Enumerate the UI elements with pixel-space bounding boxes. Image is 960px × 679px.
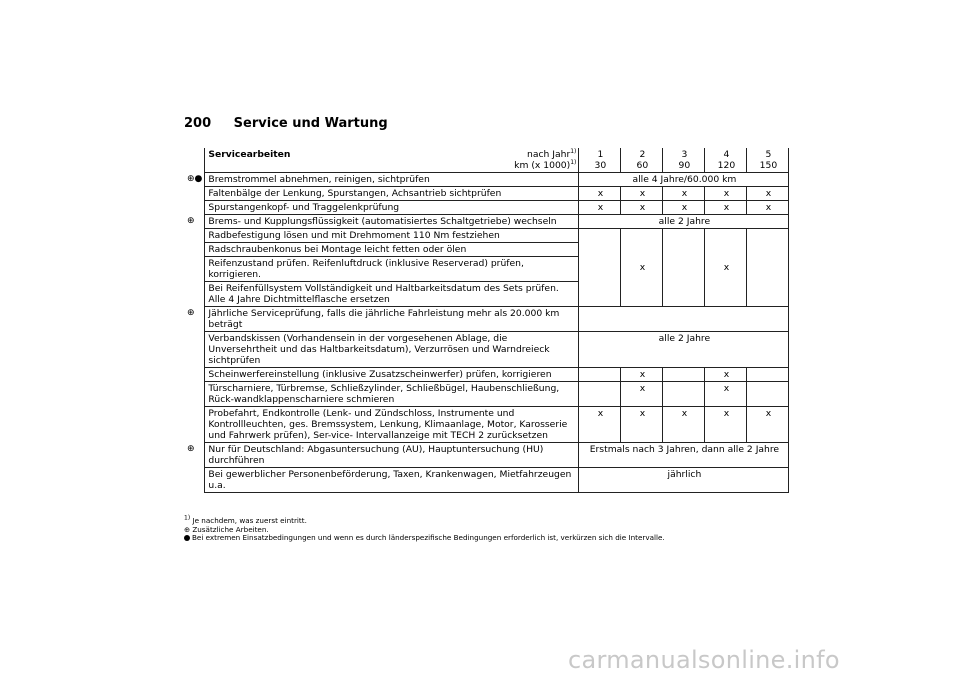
table-row [184, 307, 789, 332]
task-description: Probefahrt, Endkontrolle (Lenk- und Zündschloss, Instrumente und Kontrollleuchten, ges. Bremssystem, Lenkung, Klimaanlage, Motor, Karosserie und Fahrwerk prüfen), Ser-vice- Intervallanzeige mit TECH 2 zurücksetzen [205, 407, 579, 443]
footnote-2: ⊕ Zusätzliche Arbeiten. [184, 524, 269, 534]
table-row [184, 382, 789, 407]
table-row [184, 173, 789, 187]
plus-circle-icon: ⊕ [184, 524, 191, 534]
interval-span: alle 2 Jahre [579, 215, 789, 229]
interval-cell [747, 229, 789, 307]
column-title: Servicearbeiten [208, 149, 291, 160]
interval-span: jährlich [579, 468, 789, 493]
interval-cell: x [747, 187, 789, 201]
interval-cell: x [705, 201, 747, 215]
interval-cell: x [621, 368, 663, 382]
interval-cell: x [579, 407, 621, 443]
additional-work-marker: ⊕ [187, 215, 195, 226]
interval-span: alle 4 Jahre/60.000 km [579, 173, 789, 187]
additional-work-marker: ⊕ [187, 307, 195, 318]
interval-span: alle 2 Jahre [579, 332, 789, 368]
interval-column: 4 120 [705, 148, 747, 173]
interval-column: 5 150 [747, 148, 789, 173]
interval-column: 3 90 [663, 148, 705, 173]
table-row [184, 443, 789, 468]
task-description: Radbefestigung lösen und mit Drehmoment 110 Nm festziehen [205, 229, 579, 243]
additional-work-marker: ⊕ [187, 443, 195, 454]
interval-cell [579, 382, 621, 407]
interval-cell: x [663, 407, 705, 443]
interval-cell: x [663, 187, 705, 201]
watermark: carmanualsonline.info [568, 646, 840, 674]
interval-cell: x [579, 201, 621, 215]
task-description: Bei gewerblicher Personenbeförderung, Taxen, Krankenwagen, Mietfahrzeugen u.a. [205, 468, 579, 493]
task-description: Bei Reifenfüllsystem Vollständigkeit und Haltbarkeitsdatum des Sets prüfen. Alle 4 Jahre Dichtmittelflasche ersetzen [205, 282, 579, 307]
interval-cell [747, 382, 789, 407]
page-number: 200 [184, 116, 212, 131]
interval-span: Erstmals nach 3 Jahren, dann alle 2 Jahre [579, 443, 789, 468]
interval-labels: nach Jahr$^{1)}$ km (x 1000)$^{1)}$ [514, 147, 577, 171]
table-row [184, 368, 789, 382]
interval-cell: x [621, 187, 663, 201]
task-description: Verbandskissen (Vorhandensein in der vorgesehenen Ablage, die Unversehrtheit und das Haltbarkeitsdatum), Verzurrösen und Warndreieck sichtprüfen [205, 332, 579, 368]
table-row [184, 407, 789, 443]
interval-cell: x [747, 201, 789, 215]
additional-work-marker: ⊕● [187, 173, 203, 184]
service-table [184, 148, 789, 493]
interval-cell: x [621, 407, 663, 443]
interval-cell [663, 229, 705, 307]
interval-cell: x [579, 187, 621, 201]
interval-cell [579, 368, 621, 382]
interval-column: 1 30 [579, 148, 621, 173]
interval-cell: x [705, 368, 747, 382]
page-title: Service und Wartung [233, 116, 388, 131]
interval-cell: x [747, 407, 789, 443]
footnote-3: Bei extremen Einsatzbedingungen und wenn es durch länderspezifische Bedingungen erforderlich ist, verkürzen sich die Intervalle. [184, 534, 665, 543]
interval-cell [747, 368, 789, 382]
table-header-row [184, 148, 789, 173]
footnotes [184, 514, 665, 543]
table-row [184, 229, 789, 243]
task-description: Scheinwerfereinstellung (inklusive Zusatzscheinwerfer) prüfen, korrigieren [205, 368, 579, 382]
task-description: Reifenzustand prüfen. Reifenluftdruck (inklusive Reserverad) prüfen, korrigieren. [205, 257, 579, 282]
interval-cell: x [705, 229, 747, 307]
interval-span [579, 307, 789, 332]
interval-column: 2 60 [621, 148, 663, 173]
footnote-1: $^{1)}$ Je nachdem, was zuerst eintritt. [184, 514, 307, 525]
task-description: Nur für Deutschland: Abgasuntersuchung (AU), Hauptuntersuchung (HU) durchführen [205, 443, 579, 468]
table-row [184, 332, 789, 368]
interval-cell: x [663, 201, 705, 215]
task-description: Türscharniere, Türbremse, Schließzylinder, Schließbügel, Haubenschließung, Rück-wandklappenscharniere schmieren [205, 382, 579, 407]
table-row [184, 468, 789, 493]
task-description: Faltenbälge der Lenkung, Spurstangen, Achsantrieb sichtprüfen [205, 187, 579, 201]
task-description: Bremstrommel abnehmen, reinigen, sichtprüfen [205, 173, 579, 187]
header-label-cell [205, 148, 579, 173]
table-row [184, 187, 789, 201]
task-description: Jährliche Serviceprüfung, falls die jährliche Fahrleistung mehr als 20.000 km beträgt [205, 307, 579, 332]
task-description: Spurstangenkopf- und Traggelenkprüfung [205, 201, 579, 215]
interval-cell: x [705, 187, 747, 201]
page-header [184, 116, 388, 131]
interval-cell [663, 382, 705, 407]
interval-cell: x [705, 407, 747, 443]
interval-cell [579, 229, 621, 307]
table-row [184, 201, 789, 215]
table-row [184, 215, 789, 229]
interval-cell: x [621, 382, 663, 407]
bullet-dot-icon [184, 535, 190, 541]
task-description: Radschraubenkonus bei Montage leicht fetten oder ölen [205, 243, 579, 257]
interval-cell: x [621, 201, 663, 215]
task-description: Brems- und Kupplungsflüssigkeit (automatisiertes Schaltgetriebe) wechseln [205, 215, 579, 229]
interval-cell: x [621, 229, 663, 307]
interval-cell: x [705, 382, 747, 407]
interval-cell [663, 368, 705, 382]
